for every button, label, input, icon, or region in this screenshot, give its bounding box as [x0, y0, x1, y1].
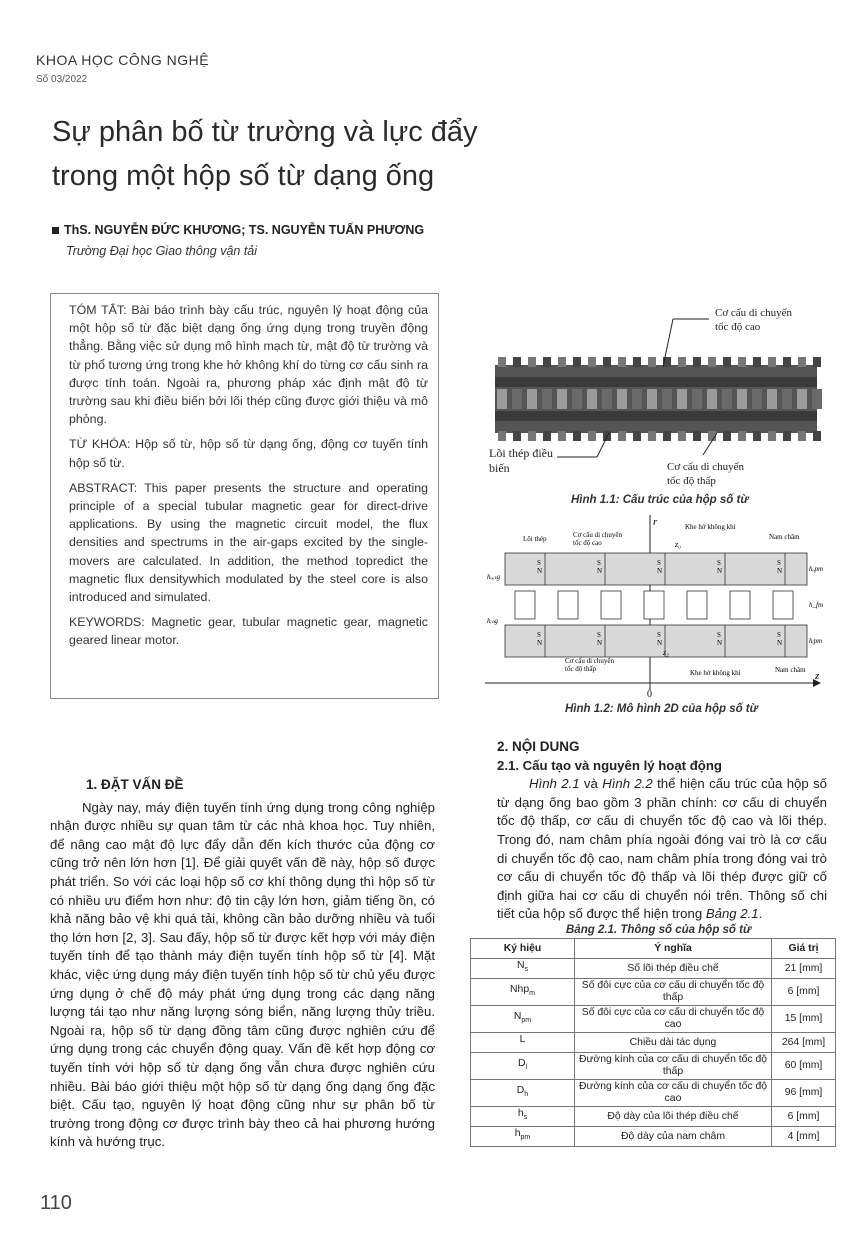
pole-label: N: [777, 639, 783, 647]
fig-ref-2-1: Hình 2.1: [529, 776, 580, 792]
pole-label: S: [777, 631, 781, 639]
label-core-line2: biến: [489, 461, 510, 475]
pole-label: S: [537, 631, 541, 639]
cell-value: 264 [mm]: [772, 1033, 836, 1053]
issue-number: Số 03/2022: [36, 74, 88, 85]
core-segment: [737, 389, 747, 409]
label-high-speed-line2: tốc độ cao: [715, 321, 761, 333]
z0-label: z₀: [675, 540, 681, 549]
cell-symbol: [471, 1033, 575, 1053]
symbol-sub: h: [524, 1091, 529, 1099]
table-row: [471, 1033, 836, 1053]
core-tooth: [783, 431, 791, 441]
lbl-airgap-top: Khe hở không khí: [685, 523, 736, 531]
steel-core-block: [601, 591, 621, 619]
core-tooth: [648, 357, 656, 367]
label-low-speed-line2: tốc độ thấp: [667, 475, 716, 487]
symbol-sub: m: [529, 990, 535, 998]
steel-core-block: [644, 591, 664, 619]
cell-value: 4 [mm]: [772, 1127, 836, 1147]
core-tooth: [753, 431, 761, 441]
pole-label: N: [537, 567, 543, 575]
lbl-magnet-bottom: Nam châm: [775, 666, 806, 674]
figure-1-2-2d-model: [485, 515, 830, 715]
core-segment: [572, 389, 582, 409]
core-segment: [662, 389, 672, 409]
core-tooth: [813, 357, 821, 367]
article-title: [52, 110, 478, 198]
gear-body: [495, 357, 822, 441]
core-tooth: [588, 357, 596, 367]
lbl-hs-mover-2: tốc độ cao: [573, 539, 602, 547]
cell-value: 96 [mm]: [772, 1080, 836, 1107]
abstract-box: [50, 293, 439, 699]
keywords-label: KEYWORDS:: [69, 615, 145, 630]
cell-meaning: Độ dày của lõi thép điều chế: [575, 1107, 772, 1127]
origin-label: 0: [647, 689, 652, 700]
core-tooth: [693, 357, 701, 367]
core-tooth: [633, 357, 641, 367]
core-tooth: [543, 431, 551, 441]
core-tooth: [528, 357, 536, 367]
symbol-sub: s: [523, 1114, 528, 1122]
table-row: [471, 1127, 836, 1147]
cell-symbol: [471, 1127, 575, 1147]
core-segment: [677, 389, 687, 409]
pole-label: S: [657, 559, 661, 567]
left-column-body: [50, 776, 435, 1152]
cell-meaning: Chiều dài tác dụng: [575, 1033, 772, 1053]
symbol-sub: pm: [520, 1134, 531, 1142]
cell-meaning: Số lõi thép điều chế: [575, 959, 772, 979]
table-header-row: [471, 939, 836, 959]
z2-label: z₂: [663, 648, 669, 657]
figure-1-1-structure: [487, 305, 827, 510]
keywords-text: Magnetic gear, tubular magnetic gear, magnetic geared linear motor.: [69, 615, 428, 648]
header-symbol: Ký hiệu: [471, 939, 575, 959]
abstract-en: [69, 479, 428, 606]
core-tooth: [723, 431, 731, 441]
core-segment: [692, 389, 702, 409]
core-segment: [527, 389, 537, 409]
symbol-main: N: [516, 960, 525, 972]
pole-label: N: [597, 567, 603, 575]
conj-and: và: [579, 776, 603, 792]
core-tooth: [768, 357, 776, 367]
pole-label: S: [717, 559, 721, 567]
core-segment: [752, 389, 762, 409]
symbol-sub: pm: [521, 1017, 532, 1025]
core-tooth: [513, 431, 521, 441]
label-low-speed-mover: [667, 461, 747, 487]
inner-magnet-band: [505, 625, 807, 657]
cell-value: 15 [mm]: [772, 1006, 836, 1033]
cell-symbol: [471, 1006, 575, 1033]
gear-inner-magnet-row: [495, 411, 817, 421]
z-axis-label: z: [815, 670, 820, 682]
core-segment: [602, 389, 612, 409]
pole-label: N: [537, 639, 543, 647]
pole-label: S: [717, 631, 721, 639]
core-tooth: [528, 431, 536, 441]
core-tooth: [573, 357, 581, 367]
core-segment: [557, 389, 567, 409]
tukhoa-text: Hộp số từ, hộp số từ dạng ống, động cơ tuyến tính hộp số từ.: [69, 437, 428, 470]
core-tooth: [768, 431, 776, 441]
figure-1-2-caption: Hình 1.2: Mô hình 2D của hộp số từ: [565, 703, 758, 715]
core-tooth: [633, 431, 641, 441]
core-tooth: [648, 431, 656, 441]
pole-label: S: [777, 559, 781, 567]
steel-core-block: [730, 591, 750, 619]
pole-label: N: [717, 639, 723, 647]
cell-symbol: [471, 1107, 575, 1127]
lbl-hs-mover: [573, 531, 624, 547]
core-tooth: [678, 357, 686, 367]
symbol-sub: s: [524, 966, 528, 974]
lbl-airgap-bottom: Khe hở không khí: [690, 669, 741, 677]
core-tooth: [798, 431, 806, 441]
section-2-heading: 2. NỘI DUNG: [497, 739, 580, 754]
header-value: Giá trị: [772, 939, 836, 959]
symbol-main: D: [516, 1084, 525, 1096]
symbol-sub: l: [525, 1064, 528, 1072]
cell-meaning: Số đôi cực của cơ cấu di chuyển tốc độ cao: [575, 1006, 772, 1033]
table-row: [471, 1053, 836, 1080]
page-number: 110: [40, 1192, 72, 1214]
table-row: [471, 1107, 836, 1127]
affiliation: Trường Đại học Giao thông vận tải: [66, 244, 258, 258]
core-tooth: [708, 357, 716, 367]
pole-label: S: [597, 559, 601, 567]
pole-label: N: [657, 567, 663, 575]
section-2-period: .: [758, 906, 763, 922]
gear-outer-magnet-row: [495, 377, 817, 387]
core-segment: [647, 389, 657, 409]
section-1-paragraph: Ngày nay, máy điện tuyến tính ứng dụng trong công nghiệp nhận được nhiều sự quan tâm từ các nhà khoa học. Tuy nhiên, để nâng cao mật độ lực đẩy dẫn đến kích thước của động cơ cũng trở nên lớn hơn [1]. Để giải quyết vấn đề này, hộp số được phát triển. So với các loại hộp số cơ khí thông dụng thì hộp số từ có nhiều ưu điểm hơn như: độ tin cậy lớn hơn, giảm tiếng ồn, có khả năng bảo vệ khi quá tải, không cần bảo dưỡng nhiều và tuổi thọ lớn hơn [2, 3]. Sau đấy, hộp số từ được kết hợp với máy điện tuyến tính để tạo thành máy điện tuyến tính hộp số từ [4]. Mặt khác, việc ứng dụng máy điện tuyến tính hộp số từ chủ yếu được ứng dụng ở chế độ máy phát ứng dụng trong các dạng năng lượng tái tạo như năng lượng sóng biển, năng lượng thủy triều. Ngoài ra, hộp số từ dạng đồng tâm cũng được nghiên cứu để ứng dụng trong các chuyển động quay. Vấn đề kết hợp động cơ tuyến tính với hộp số từ dạng ống vẫn chưa được nghiên cứu nhiều. Bài báo giới thiệu một hộp số từ dạng ống dạng ống đặc biệt. Cấu tạo, nguyên lý hoạt động cũng như sự phân bố từ trường trong động cơ được trình bày theo cả hai phương hướng kính và hướng trục.: [50, 799, 435, 1150]
core-tooth: [738, 357, 746, 367]
core-segment: [617, 389, 627, 409]
core-segment: [542, 389, 552, 409]
core-tooth: [573, 431, 581, 441]
core-tooth: [618, 431, 626, 441]
lbl-core: Lõi thép: [523, 535, 547, 543]
core-tooth: [798, 357, 806, 367]
core-tooth: [783, 357, 791, 367]
bullet-square-icon: [52, 227, 59, 234]
pole-label: N: [597, 639, 603, 647]
table-row: [471, 1006, 836, 1033]
pole-label: N: [717, 567, 723, 575]
core-tooth: [588, 431, 596, 441]
symbol-main: N: [513, 1010, 522, 1022]
lbl-ls-mover-1: Cơ cấu di chuyển: [565, 657, 614, 665]
core-segment: [587, 389, 597, 409]
core-tooth: [723, 357, 731, 367]
table-row: [471, 1080, 836, 1107]
core-segment: [782, 389, 792, 409]
symbol-main: Nhp: [510, 983, 530, 995]
label-high-speed-mover: [715, 307, 795, 333]
symbol-main: h: [514, 1128, 521, 1140]
cell-meaning: Độ dày của nam châm: [575, 1127, 772, 1147]
steel-core-block: [773, 591, 793, 619]
core-segment: [497, 389, 507, 409]
header-meaning: Ý nghĩa: [575, 939, 772, 959]
core-tooth: [543, 357, 551, 367]
core-tooth: [603, 357, 611, 367]
h-gap-in-label: hᵢₙg: [487, 617, 498, 625]
h-pm-out-label: hₒpm: [809, 565, 824, 573]
core-tooth: [693, 431, 701, 441]
core-tooth: [678, 431, 686, 441]
cell-value: 60 [mm]: [772, 1053, 836, 1080]
label-low-speed-line1: Cơ cấu di chuyển: [667, 461, 744, 473]
cell-symbol: [471, 979, 575, 1006]
pole-label: S: [597, 631, 601, 639]
title-line-2: trong một hộp số từ dạng ống: [52, 160, 435, 192]
lbl-magnet-top: Nam châm: [769, 533, 800, 541]
core-segment: [722, 389, 732, 409]
cell-meaning: Đường kính của cơ cấu di chuyển tốc độ thấp: [575, 1053, 772, 1080]
core-segment: [512, 389, 522, 409]
lbl-ls-mover: [565, 657, 616, 673]
cell-meaning: Đường kính của cơ cấu di chuyển tốc độ cao: [575, 1080, 772, 1107]
right-column-body: [497, 738, 827, 924]
table-body: [471, 959, 836, 1147]
cell-symbol: [471, 1053, 575, 1080]
fig-ref-2-2: Hình 2.2: [602, 776, 653, 792]
core-tooth: [618, 357, 626, 367]
cell-value: 21 [mm]: [772, 959, 836, 979]
core-tooth: [753, 357, 761, 367]
lbl-ls-mover-2: tốc độ thấp: [565, 665, 597, 673]
cell-meaning: Số đôi cực của cơ cấu di chuyển tốc độ thấp: [575, 979, 772, 1006]
pole-label: S: [657, 631, 661, 639]
h-gap-out-label: hₒᵤₜg: [487, 573, 501, 581]
abstract-label: ABSTRACT:: [69, 480, 138, 495]
pole-label: N: [657, 639, 663, 647]
parameters-table: [470, 938, 836, 1147]
abstract-vi: [69, 301, 428, 428]
cell-symbol: [471, 959, 575, 979]
label-core-line1: Lõi thép điều: [489, 446, 553, 460]
tukhoa-label: TỪ KHÓA:: [69, 437, 131, 452]
core-segment: [767, 389, 777, 409]
authors: [52, 223, 424, 237]
core-tooth: [498, 357, 506, 367]
core-tooth: [738, 431, 746, 441]
steel-core-blocks: [515, 591, 793, 619]
symbol-main: D: [517, 1057, 526, 1069]
section-2-paragraph-text: thể hiện cấu trúc của hộp số từ dạng ống bao gồm 3 phần chính: cơ cấu di chuyển tốc độ thấp, cơ cấu di chuyển tốc độ cao và lõi thép. Trong đó, nam châm phía ngoài đóng vai trò là cơ cấu di chuyển tốc độ cao, nam châm phía trong đóng vai trò cơ cấu di chuyển tốc độ thấp và lõi thép được giữ cố định giữa hai cơ cấu di chuyển nói trên. Thông số chi tiết của hộp số được thể hiện trong: [497, 776, 828, 922]
steel-core-block: [558, 591, 578, 619]
steel-core-block: [515, 591, 535, 619]
core-tooth: [498, 431, 506, 441]
cell-value: 6 [mm]: [772, 979, 836, 1006]
core-segment: [797, 389, 807, 409]
cell-symbol: [471, 1080, 575, 1107]
abstract-en-text: This paper presents the structure and operating principle of a special tubular magnetic gear for direct-drive applications. By using the magnetic circuit model, the flux densities and spectrums in the air-gaps excited by the single-movers are calculated. In addition, the method topredict the magnetic flux densitywhich modulated by the steel core is also introduced and simulated.: [69, 480, 428, 605]
journal-section-label: KHOA HỌC CÔNG NGHỆ: [36, 52, 210, 68]
core-tooth: [813, 431, 821, 441]
outer-magnet-band: [505, 553, 807, 585]
core-tooth: [558, 431, 566, 441]
core-segment: [812, 389, 822, 409]
title-line-1: Sự phân bố từ trường và lực đẩy: [52, 116, 478, 148]
tomtat-label: TÓM TẮT:: [69, 303, 127, 317]
keywords-en: [69, 613, 428, 649]
pole-label: N: [777, 567, 783, 575]
symbol-main: L: [519, 1034, 526, 1046]
table-ref-2-1: Bảng 2.1: [705, 906, 759, 922]
figure-1-1-caption: Hình 1.1: Cấu trúc của hộp số từ: [571, 494, 749, 506]
pole-label: S: [537, 559, 541, 567]
core-tooth: [663, 431, 671, 441]
h-pm-in-label: hᵢpm: [809, 637, 823, 645]
core-tooth: [513, 357, 521, 367]
section-2-paragraph: [497, 775, 827, 924]
steel-core-block: [687, 591, 707, 619]
core-tooth: [558, 357, 566, 367]
label-high-speed-line1: Cơ cấu di chuyển: [715, 307, 792, 319]
h-fm-label: h_fm: [809, 601, 823, 609]
section-2-1-heading: 2.1. Cấu tạo và nguyên lý hoạt động: [497, 757, 722, 773]
symbol-main: h: [517, 1108, 524, 1120]
table-row: [471, 959, 836, 979]
label-steel-core: [489, 446, 556, 475]
lbl-hs-mover-1: Cơ cấu di chuyển: [573, 531, 622, 539]
core-segment: [632, 389, 642, 409]
table-row: [471, 979, 836, 1006]
section-1-heading: 1. ĐẶT VẤN ĐỀ: [86, 777, 184, 792]
cell-value: 6 [mm]: [772, 1107, 836, 1127]
tomtat-text: Bài báo trình bày cấu trúc, nguyên lý hoạt động của một hộp số từ đặc biệt dạng ống ứng dụng trong truyền động thẳng. Bằng việc sử dụng mô hình mạch từ, mật độ từ trường và từ phổ tương ứng trong khe hở không khí do từng cơ cấu sinh ra được tính toán. Ngoài ra, phương pháp xác định mật độ từ trường sau khi điều biến bởi lõi thép cũng được giới thiệu và mô phỏng.: [69, 303, 428, 427]
keywords-vi: [69, 435, 428, 471]
author-names: ThS. NGUYỄN ĐỨC KHƯƠNG; TS. NGUYỄN TUẤN PHƯƠNG: [64, 223, 425, 237]
r-axis-label: r: [653, 516, 658, 528]
core-segment: [707, 389, 717, 409]
table-2-1-caption: Bảng 2.1. Thông số của hộp số từ: [566, 924, 752, 936]
